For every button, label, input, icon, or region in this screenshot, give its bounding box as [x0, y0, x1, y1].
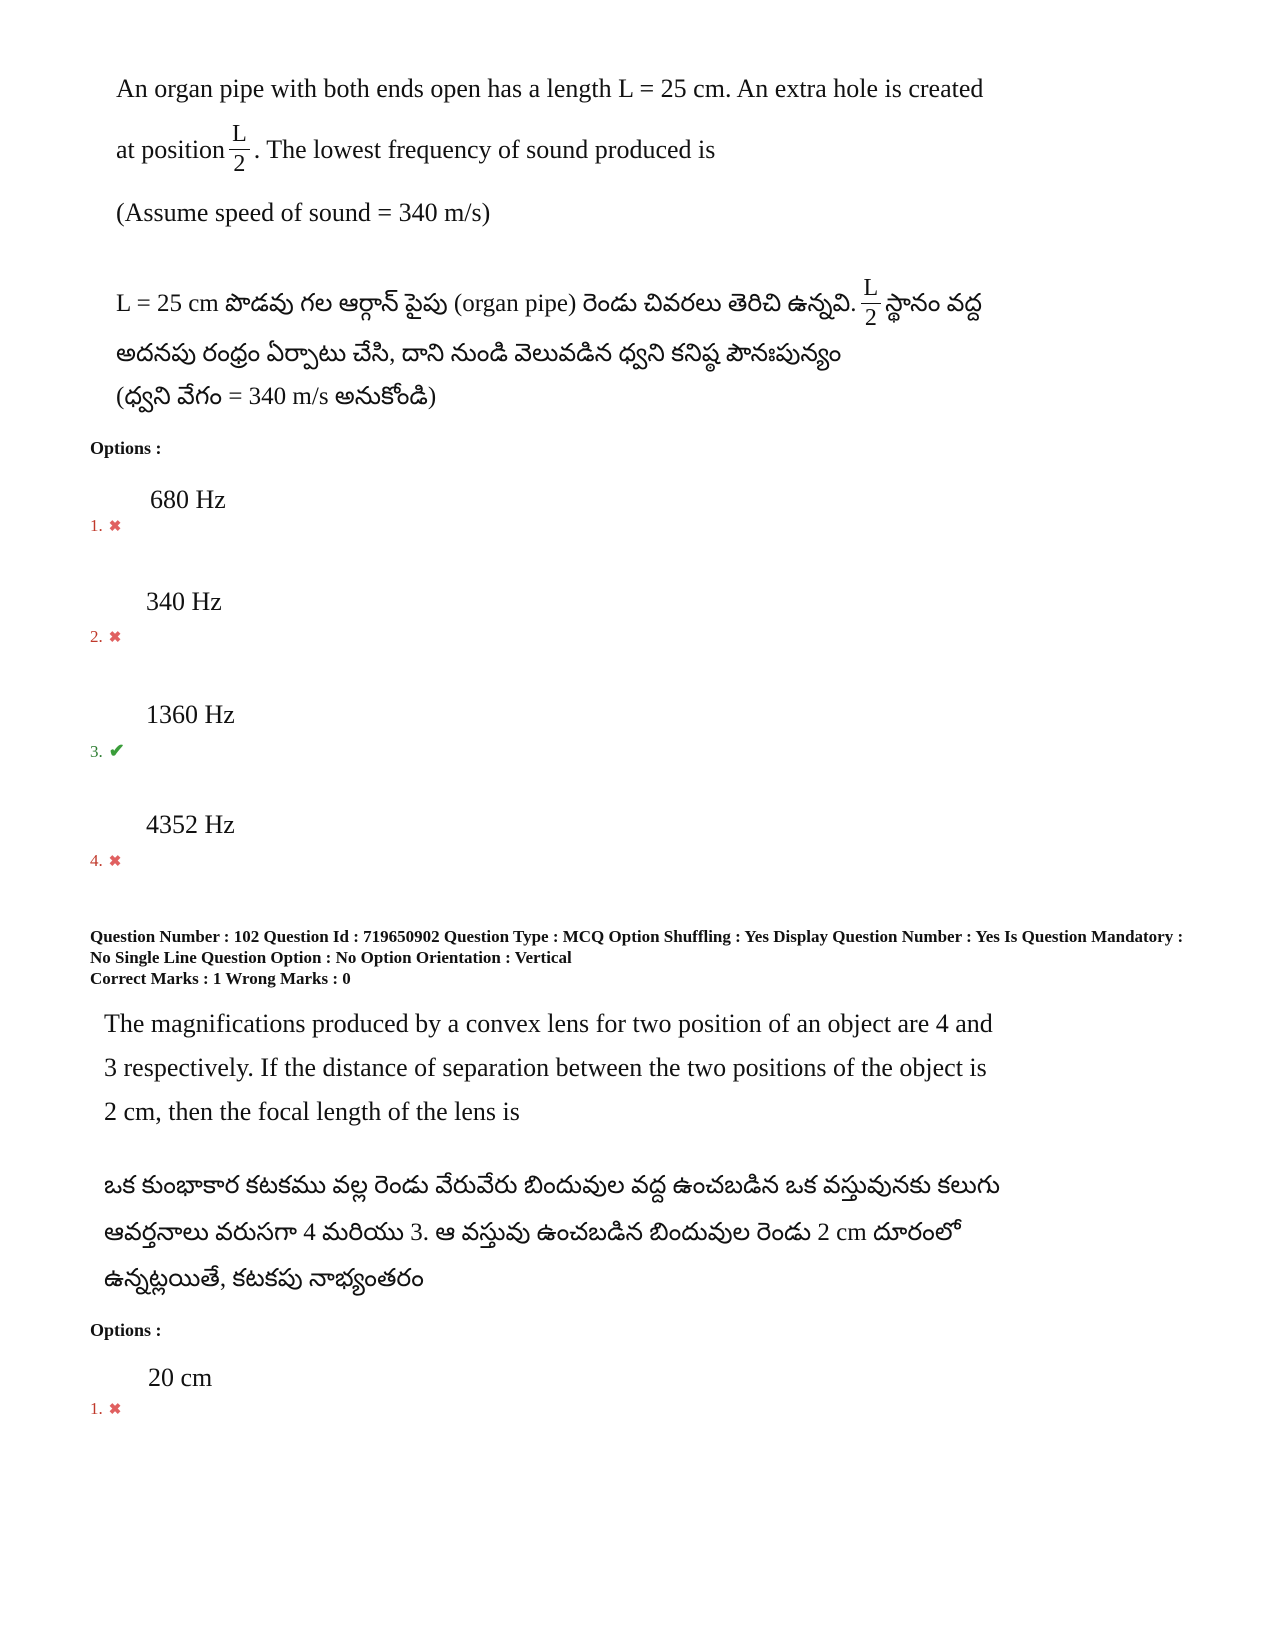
fraction-denominator: 2 — [864, 305, 877, 332]
option-value: 680 Hz — [150, 485, 226, 514]
telugu-text-line: ఉన్నట్లయితే, కటకపు నాభ్యంతరం — [104, 1265, 424, 1292]
options-label: Options : — [90, 438, 162, 458]
option-value: 4352 Hz — [146, 810, 235, 839]
telugu-text-line — [116, 276, 982, 331]
cross-icon: ✖ — [108, 853, 122, 870]
fraction-denominator: 2 — [233, 151, 246, 178]
option-number — [90, 1399, 121, 1419]
question-text-line: 2 cm, then the focal length of the lens is — [104, 1097, 520, 1126]
question-text-line: An organ pipe with both ends open has a length L = 25 cm. An extra hole is created — [116, 74, 984, 103]
question-text-line: 3 respectively. If the distance of separation between the two positions of the object is — [104, 1053, 987, 1082]
telugu-text-line: అదనపు రంధ్రం ఏర్పాటు చేసి, దాని నుండి వెలువడిన ధ్వని కనిష్ఠ పౌనఃపున్యం — [116, 340, 842, 367]
question-text-line: (Assume speed of sound = 340 m/s) — [116, 198, 491, 227]
option-number — [90, 627, 121, 647]
question-text-line: The magnifications produced by a convex lens for two position of an object are 4 and — [104, 1009, 993, 1038]
option-index: 1. — [90, 1399, 103, 1418]
question-text-line — [116, 122, 715, 177]
option-value: 20 cm — [148, 1363, 213, 1392]
fraction-numerator: L — [861, 276, 882, 304]
options-label: Options : — [90, 1320, 162, 1340]
telugu-text-line: ఒక కుంభాకార కటకము వల్ల రెండు వేరువేరు బిందువుల వద్ద ఉంచబడిన ఒక వస్తువునకు కలుగు — [104, 1172, 1001, 1199]
fraction — [229, 122, 250, 177]
telugu-text-line: ఆవర్తనాలు వరుసగా 4 మరియు 3. ఆ వస్తువు ఉంచబడిన బిందువుల రెండు 2 cm దూరంలో — [104, 1219, 961, 1246]
option-index: 3. — [90, 741, 103, 761]
cross-icon: ✖ — [108, 1401, 122, 1418]
option-index: 4. — [90, 851, 103, 870]
option-index: 2. — [90, 627, 103, 646]
cross-icon: ✖ — [108, 518, 122, 535]
cross-icon: ✖ — [108, 629, 122, 646]
telugu-text: L = 25 cm పొడవు గల ఆర్గాన్ పైపు (organ pipe) రెండు చివరలు తెరిచి ఉన్నవి. — [116, 290, 857, 318]
option-number — [90, 740, 125, 763]
check-icon: ✔ — [108, 741, 125, 762]
option-number — [90, 516, 121, 536]
fraction-numerator: L — [229, 122, 250, 150]
question-text: . The lowest frequency of sound produced is — [253, 134, 716, 164]
option-value: 1360 Hz — [146, 700, 235, 729]
option-index: 1. — [90, 516, 103, 535]
question-text: at position — [116, 134, 226, 164]
marks-info: Correct Marks : 1 Wrong Marks : 0 — [90, 969, 351, 988]
option-value: 340 Hz — [146, 587, 222, 616]
fraction — [861, 276, 882, 331]
telugu-text-line: (ధ్వని వేగం = 340 m/s అనుకోండి) — [116, 383, 437, 410]
telugu-text: స్థానం వద్ద — [885, 290, 983, 318]
question-metadata: Question Number : 102 Question Id : 719650902 Question Type : MCQ Option Shuffling : Yes Display Question Number : Yes Is Question Mandatory : No Single Line Question Option : No Option Orientation : Vertical — [90, 927, 1184, 967]
option-number — [90, 851, 121, 871]
